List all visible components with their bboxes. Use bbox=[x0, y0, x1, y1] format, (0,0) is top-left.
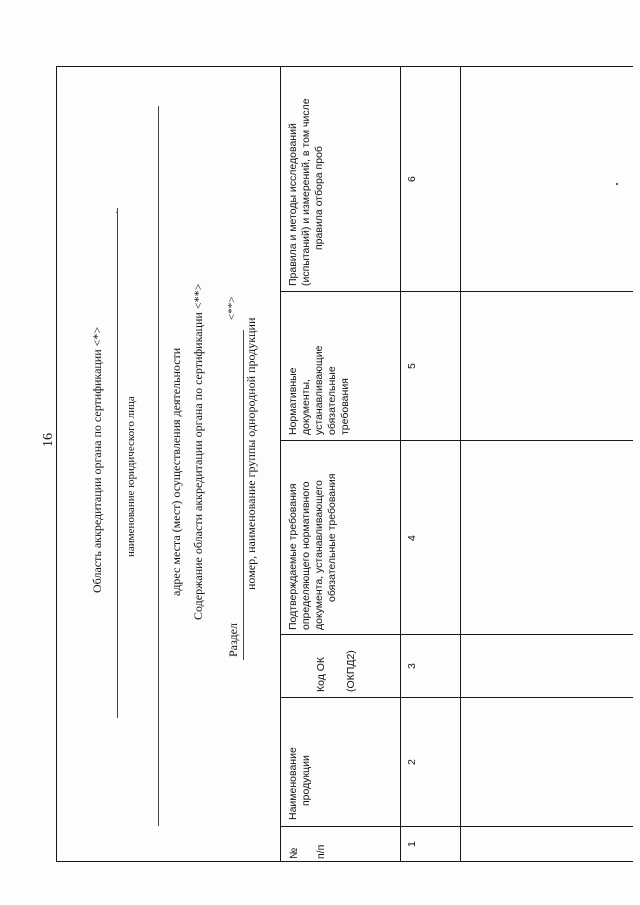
table-number-row-divider bbox=[460, 66, 461, 862]
stray-mark bbox=[616, 183, 618, 185]
column-number-5: 5 bbox=[406, 363, 418, 369]
column-header-product-name: Наименование продукции bbox=[287, 747, 312, 820]
section-footnote-mark: <**> bbox=[226, 296, 238, 320]
legal-entity-line bbox=[117, 208, 118, 718]
column-header-requirements: Подтверждаемые требования определяющего нормативного документа, устанавливающего обязательные требования bbox=[287, 473, 338, 630]
table-bottom-border bbox=[280, 861, 633, 862]
section-label: Раздел bbox=[226, 623, 240, 657]
column-header-normative-docs: Нормативные документы, устанавливающие обязательные требования bbox=[287, 345, 351, 435]
column-header-test-methods: Правила и методы исследований (испытаний) и измерений, в том числе правила отбора проб bbox=[287, 98, 325, 286]
column-number-1: 1 bbox=[406, 841, 418, 847]
table-top-border bbox=[280, 66, 633, 67]
column-number-3: 3 bbox=[406, 663, 418, 669]
column-header-okpd2: (ОКПД2) bbox=[345, 650, 357, 692]
content-title: Содержание области аккредитации органа по сертификации <**> bbox=[191, 283, 205, 620]
column-number-6: 6 bbox=[406, 176, 418, 182]
address-line bbox=[158, 106, 159, 826]
column-header-number: № bbox=[288, 847, 300, 859]
page-number: 16 bbox=[41, 433, 56, 447]
column-separator-2-3 bbox=[280, 697, 633, 698]
column-header-number-2: п/п bbox=[315, 844, 327, 859]
column-number-4: 4 bbox=[406, 535, 418, 541]
column-separator-5-6 bbox=[280, 291, 633, 292]
section-caption: номер, наименование группы однородной продукции bbox=[244, 317, 258, 590]
address-caption: адрес места (мест) осуществления деятельности bbox=[169, 347, 183, 596]
column-separator-1-2 bbox=[280, 826, 633, 827]
column-number-2: 2 bbox=[406, 759, 418, 765]
column-separator-3-4 bbox=[280, 634, 633, 635]
legal-entity-caption: наименование юридического лица bbox=[125, 396, 137, 557]
column-header-ok-code: Код ОК bbox=[315, 656, 327, 692]
table-header-divider bbox=[400, 66, 401, 862]
document-title: Область аккредитации органа по сертификации <*> bbox=[90, 326, 104, 593]
frame-left-line bbox=[56, 66, 57, 862]
table-left-border bbox=[280, 66, 281, 862]
